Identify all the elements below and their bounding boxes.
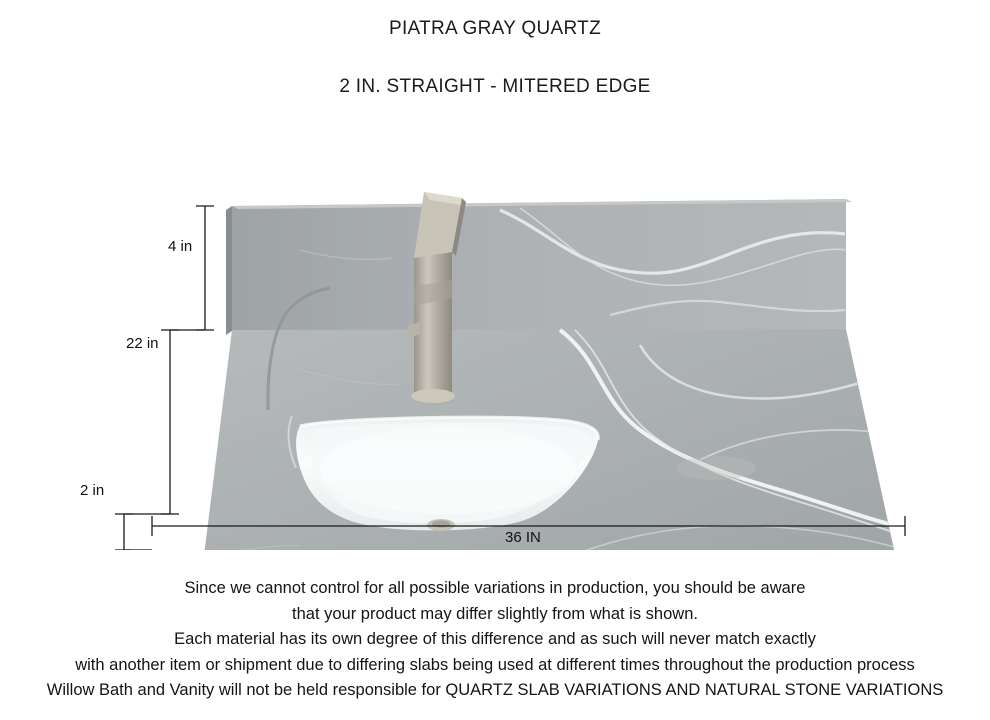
backsplash <box>226 199 852 335</box>
disclaimer-line-2: that your product may differ slightly from what is shown. <box>292 604 698 623</box>
disclaimer-line-5: Willow Bath and Vanity will not be held responsible for QUARTZ SLAB VARIATIONS AND NATURAL STONE VARIATIONS <box>46 681 944 699</box>
disclaimer-line-3: Each material has its own degree of this difference and as such will never match exactly <box>174 630 816 648</box>
disclaimer-text <box>0 576 990 704</box>
disclaimer-line-4: with another item or shipment due to differing slabs being used at different times throughout the production process <box>75 655 915 674</box>
dimension-label-width: 36 IN <box>505 529 541 546</box>
page-title: PIATRA GRAY QUARTZ <box>389 18 601 39</box>
dimension-label-backsplash-height: 4 in <box>168 238 193 255</box>
dimension-label-depth: 22 in <box>126 335 159 352</box>
page-subtitle: 2 IN. STRAIGHT - MITERED EDGE <box>339 76 651 97</box>
disclaimer-line-1: Since we cannot control for all possible variations in production, you should be aware <box>184 579 806 597</box>
dimension-label-edge-thickness: 2 in <box>80 482 105 499</box>
sink-drain <box>427 519 455 531</box>
